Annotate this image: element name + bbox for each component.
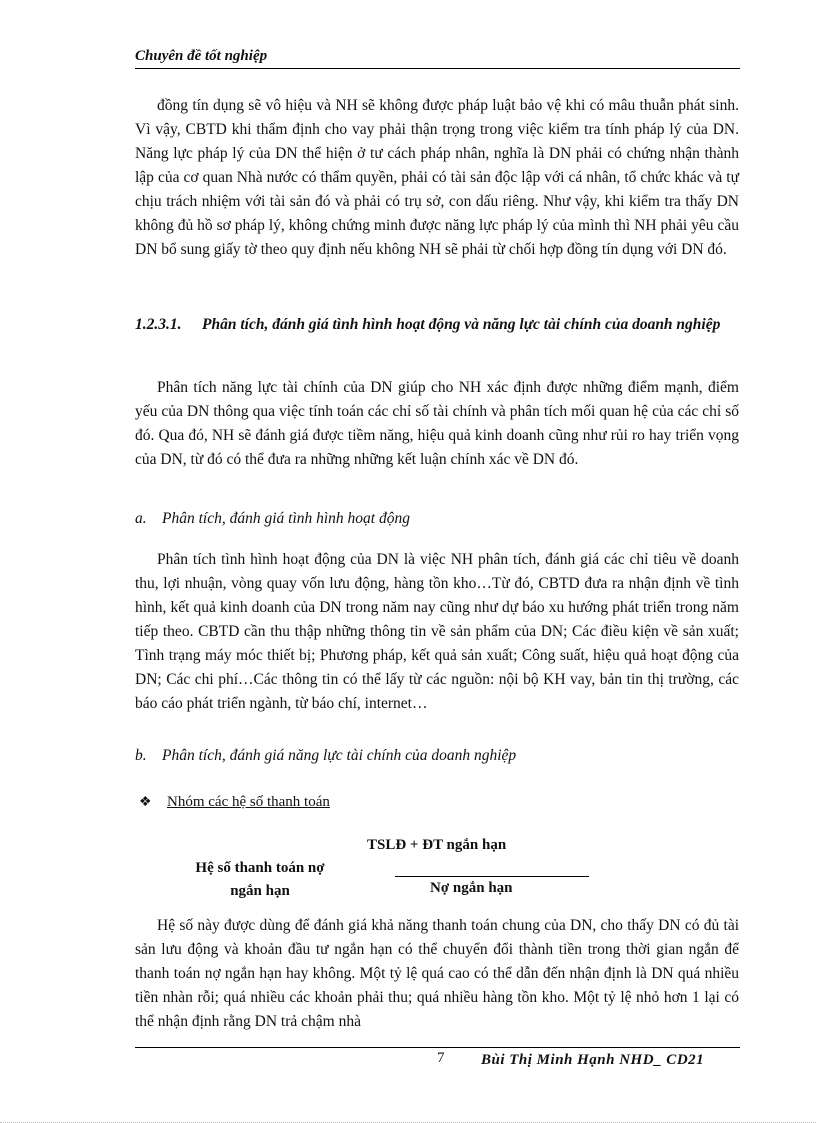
formula-label-line2: ngắn hạn: [230, 883, 290, 899]
formula-label-line1: Hệ số thanh toán nợ: [195, 860, 325, 876]
fraction-line: [395, 876, 589, 877]
subheading-b-label: b.: [135, 747, 147, 764]
paragraph-operations-analysis: Phân tích tình hình hoạt động của DN là việc NH phân tích, đánh giá các chỉ tiêu về doanh thu, lợi nhuận, vòng quay vốn lưu động, hàng tồn kho…Từ đó, CBTD đưa ra nhận định về tình hình, kết quả kinh doanh của DN trong năm nay cũng như dự báo xu hướng phát triển trong năm tiếp theo. CBTD cần thu thập những thông tin về sản phẩm của DN; Các điều kiện về sản xuất; Tình trạng máy móc thiết bị; Phương pháp, kết quả sản xuất; Công suất, hiệu quả hoạt động của DN; Các chi phí…Các thông tin có thể lấy từ các nguồn: nội bộ KH vay, bản tin thị trường, các báo cáo phát triển ngành, từ báo chí, internet…: [135, 551, 739, 712]
page-number: 7: [437, 1050, 445, 1066]
header-rule: [135, 68, 740, 69]
subheading-a-title: Phân tích, đánh giá tình hình hoạt động: [162, 510, 410, 527]
paragraph-ratio-explanation: Hệ số này được dùng để đánh giá khả năng thanh toán chung của DN, cho thấy DN có đủ tài sản lưu động và khoản đầu tư ngắn hạn có thể chuyển đổi thành tiền trong thời gian ngắn để thanh toán nợ ngắn hạn hay không. Một tỷ lệ quá cao có thể dẫn đến nhận định là DN quá nhiều tiền nhàn rỗi; quá nhiều các khoản phải thu; quá nhiều hàng tồn kho. Một tỷ lệ nhỏ hơn 1 lại có thể nhận định rằng DN trả chậm nhà: [135, 917, 739, 1030]
formula-numerator: TSLĐ + ĐT ngắn hạn: [367, 837, 507, 853]
section-heading: [135, 313, 740, 337]
running-header: Chuyên đề tốt nghiệp: [135, 48, 268, 64]
subheading-b: [135, 747, 516, 765]
formula-denominator: Nợ ngắn hạn: [430, 880, 513, 896]
diamond-bullet-icon: ❖: [139, 795, 152, 810]
subheading-a-label: a.: [135, 510, 147, 527]
subheading-a: [135, 510, 410, 528]
section-title: Phân tích, đánh giá tình hình hoạt động và năng lực tài chính của doanh nghiệp: [202, 316, 721, 333]
paragraph-financial-capacity: Phân tích năng lực tài chính của DN giúp cho NH xác định được những điểm mạnh, điểm yếu của DN thông qua việc tính toán các chỉ số tài chính và phân tích mối quan hệ của các chỉ số đó. Qua đó, NH sẽ đánh giá được tiềm năng, hiệu quả kinh doanh cũng như rủi ro hay triển vọng của DN, từ đó có thể đưa ra những những kết luận chính xác về DN đó.: [135, 379, 739, 468]
bullet-text: Nhóm các hệ số thanh toán: [167, 794, 330, 810]
footer-author: Bùi Thị Minh Hạnh NHD_ CD21: [481, 1052, 705, 1068]
section-number: 1.2.3.1.: [135, 316, 182, 333]
footer-rule: [135, 1047, 740, 1048]
subheading-b-title: Phân tích, đánh giá năng lực tài chính của doanh nghiệp: [162, 747, 517, 764]
paragraph-legal-capacity: đồng tín dụng sẽ vô hiệu và NH sẽ không được pháp luật bảo vệ khi có mâu thuẫn phát sinh. Vì vậy, CBTD khi thẩm định cho vay phải thận trọng trong việc kiểm tra tính pháp lý của DN. Năng lực pháp lý của DN thể hiện ở tư cách pháp nhân, nghĩa là DN phải có chứng nhận thành lập của cơ quan Nhà nước có thẩm quyền, phải có tài sản độc lập với cá nhân, tổ chức khác và tự chịu trách nhiệm với tài sản đó và phải có trụ sở, con dấu riêng. Như vậy, khi kiểm tra thấy DN không đủ hồ sơ pháp lý, không chứng minh được năng lực pháp lý của mình thì NH phải yêu cầu DN bổ sung giấy tờ theo quy định nếu không NH sẽ phải từ chối hợp đồng tín dụng với DN đó.: [135, 97, 739, 258]
bullet-item: [139, 794, 330, 811]
formula-label: [170, 857, 350, 903]
